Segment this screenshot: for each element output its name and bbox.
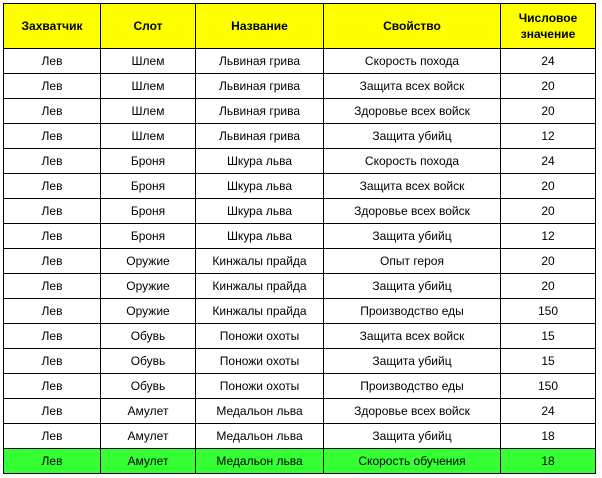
- cell-slot: Оружие: [101, 299, 196, 324]
- cell-name: Шкура льва: [196, 224, 324, 249]
- table-row: [4, 399, 596, 424]
- cell-property: Защита убийц: [324, 424, 501, 449]
- cell-value: 150: [501, 374, 596, 399]
- cell-name: Кинжалы прайда: [196, 299, 324, 324]
- cell-value: 12: [501, 124, 596, 149]
- table-row: [4, 249, 596, 274]
- cell-slot: Обувь: [101, 349, 196, 374]
- cell-property: Скорость похода: [324, 49, 501, 74]
- cell-slot: Амулет: [101, 399, 196, 424]
- cell-name: Шкура льва: [196, 174, 324, 199]
- cell-name: Поножи охоты: [196, 324, 324, 349]
- cell-invader: Лев: [4, 299, 101, 324]
- cell-value: 24: [501, 399, 596, 424]
- cell-name: Кинжалы прайда: [196, 249, 324, 274]
- header-invader: Захватчик: [4, 4, 101, 49]
- cell-name: Поножи охоты: [196, 374, 324, 399]
- cell-property: Защита убийц: [324, 349, 501, 374]
- cell-slot: Броня: [101, 224, 196, 249]
- cell-name: Шкура льва: [196, 199, 324, 224]
- cell-value: 18: [501, 449, 596, 474]
- cell-invader: Лев: [4, 424, 101, 449]
- cell-slot: Оружие: [101, 249, 196, 274]
- cell-slot: Шлем: [101, 49, 196, 74]
- cell-name: Медальон льва: [196, 424, 324, 449]
- cell-value: 15: [501, 349, 596, 374]
- cell-property: Скорость обучения: [324, 449, 501, 474]
- cell-value: 20: [501, 249, 596, 274]
- cell-invader: Лев: [4, 49, 101, 74]
- cell-name: Кинжалы прайда: [196, 274, 324, 299]
- cell-name: Львиная грива: [196, 74, 324, 99]
- cell-name: Львиная грива: [196, 124, 324, 149]
- cell-invader: Лев: [4, 274, 101, 299]
- cell-slot: Амулет: [101, 424, 196, 449]
- cell-slot: Броня: [101, 199, 196, 224]
- cell-slot: Броня: [101, 174, 196, 199]
- cell-slot: Обувь: [101, 324, 196, 349]
- table-row: [4, 149, 596, 174]
- cell-invader: Лев: [4, 374, 101, 399]
- table-row: [4, 324, 596, 349]
- cell-value: 24: [501, 49, 596, 74]
- items-table: [3, 3, 596, 474]
- cell-invader: Лев: [4, 99, 101, 124]
- table-row: [4, 449, 596, 474]
- table-row: [4, 74, 596, 99]
- cell-value: 20: [501, 199, 596, 224]
- cell-name: Поножи охоты: [196, 349, 324, 374]
- cell-value: 12: [501, 224, 596, 249]
- cell-property: Здоровье всех войск: [324, 399, 501, 424]
- cell-property: Опыт героя: [324, 249, 501, 274]
- cell-slot: Оружие: [101, 274, 196, 299]
- table-row: [4, 424, 596, 449]
- header-numeric-value: Числовое значение: [501, 4, 596, 49]
- table-row: [4, 174, 596, 199]
- items-table-container: [3, 3, 596, 474]
- cell-invader: Лев: [4, 224, 101, 249]
- table-body: [4, 49, 596, 474]
- table-row: [4, 224, 596, 249]
- table-row: [4, 199, 596, 224]
- cell-invader: Лев: [4, 349, 101, 374]
- header-row: [4, 4, 596, 49]
- cell-invader: Лев: [4, 324, 101, 349]
- cell-value: 24: [501, 149, 596, 174]
- cell-invader: Лев: [4, 74, 101, 99]
- table-row: [4, 299, 596, 324]
- header-property: Свойство: [324, 4, 501, 49]
- cell-property: Скорость похода: [324, 149, 501, 174]
- cell-property: Производство еды: [324, 299, 501, 324]
- cell-invader: Лев: [4, 199, 101, 224]
- cell-value: 20: [501, 74, 596, 99]
- cell-property: Защита убийц: [324, 224, 501, 249]
- cell-property: Защита всех войск: [324, 324, 501, 349]
- cell-invader: Лев: [4, 174, 101, 199]
- cell-name: Медальон льва: [196, 399, 324, 424]
- cell-property: Здоровье всех войск: [324, 99, 501, 124]
- cell-invader: Лев: [4, 124, 101, 149]
- cell-invader: Лев: [4, 249, 101, 274]
- cell-value: 20: [501, 99, 596, 124]
- header-slot: Слот: [101, 4, 196, 49]
- cell-slot: Шлем: [101, 74, 196, 99]
- header-name: Название: [196, 4, 324, 49]
- cell-name: Львиная грива: [196, 49, 324, 74]
- cell-property: Защита всех войск: [324, 74, 501, 99]
- cell-value: 20: [501, 274, 596, 299]
- cell-slot: Шлем: [101, 124, 196, 149]
- table-row: [4, 99, 596, 124]
- cell-invader: Лев: [4, 149, 101, 174]
- cell-property: Защита всех войск: [324, 174, 501, 199]
- table-row: [4, 374, 596, 399]
- table-row: [4, 124, 596, 149]
- cell-value: 20: [501, 174, 596, 199]
- cell-name: Медальон льва: [196, 449, 324, 474]
- cell-name: Шкура льва: [196, 149, 324, 174]
- cell-property: Производство еды: [324, 374, 501, 399]
- table-row: [4, 349, 596, 374]
- cell-value: 18: [501, 424, 596, 449]
- cell-slot: Обувь: [101, 374, 196, 399]
- cell-slot: Броня: [101, 149, 196, 174]
- cell-property: Здоровье всех войск: [324, 199, 501, 224]
- cell-property: Защита убийц: [324, 274, 501, 299]
- cell-invader: Лев: [4, 399, 101, 424]
- cell-value: 150: [501, 299, 596, 324]
- cell-slot: Шлем: [101, 99, 196, 124]
- table-row: [4, 274, 596, 299]
- cell-property: Защита убийц: [324, 124, 501, 149]
- cell-invader: Лев: [4, 449, 101, 474]
- cell-value: 15: [501, 324, 596, 349]
- table-row: [4, 49, 596, 74]
- cell-slot: Амулет: [101, 449, 196, 474]
- cell-name: Львиная грива: [196, 99, 324, 124]
